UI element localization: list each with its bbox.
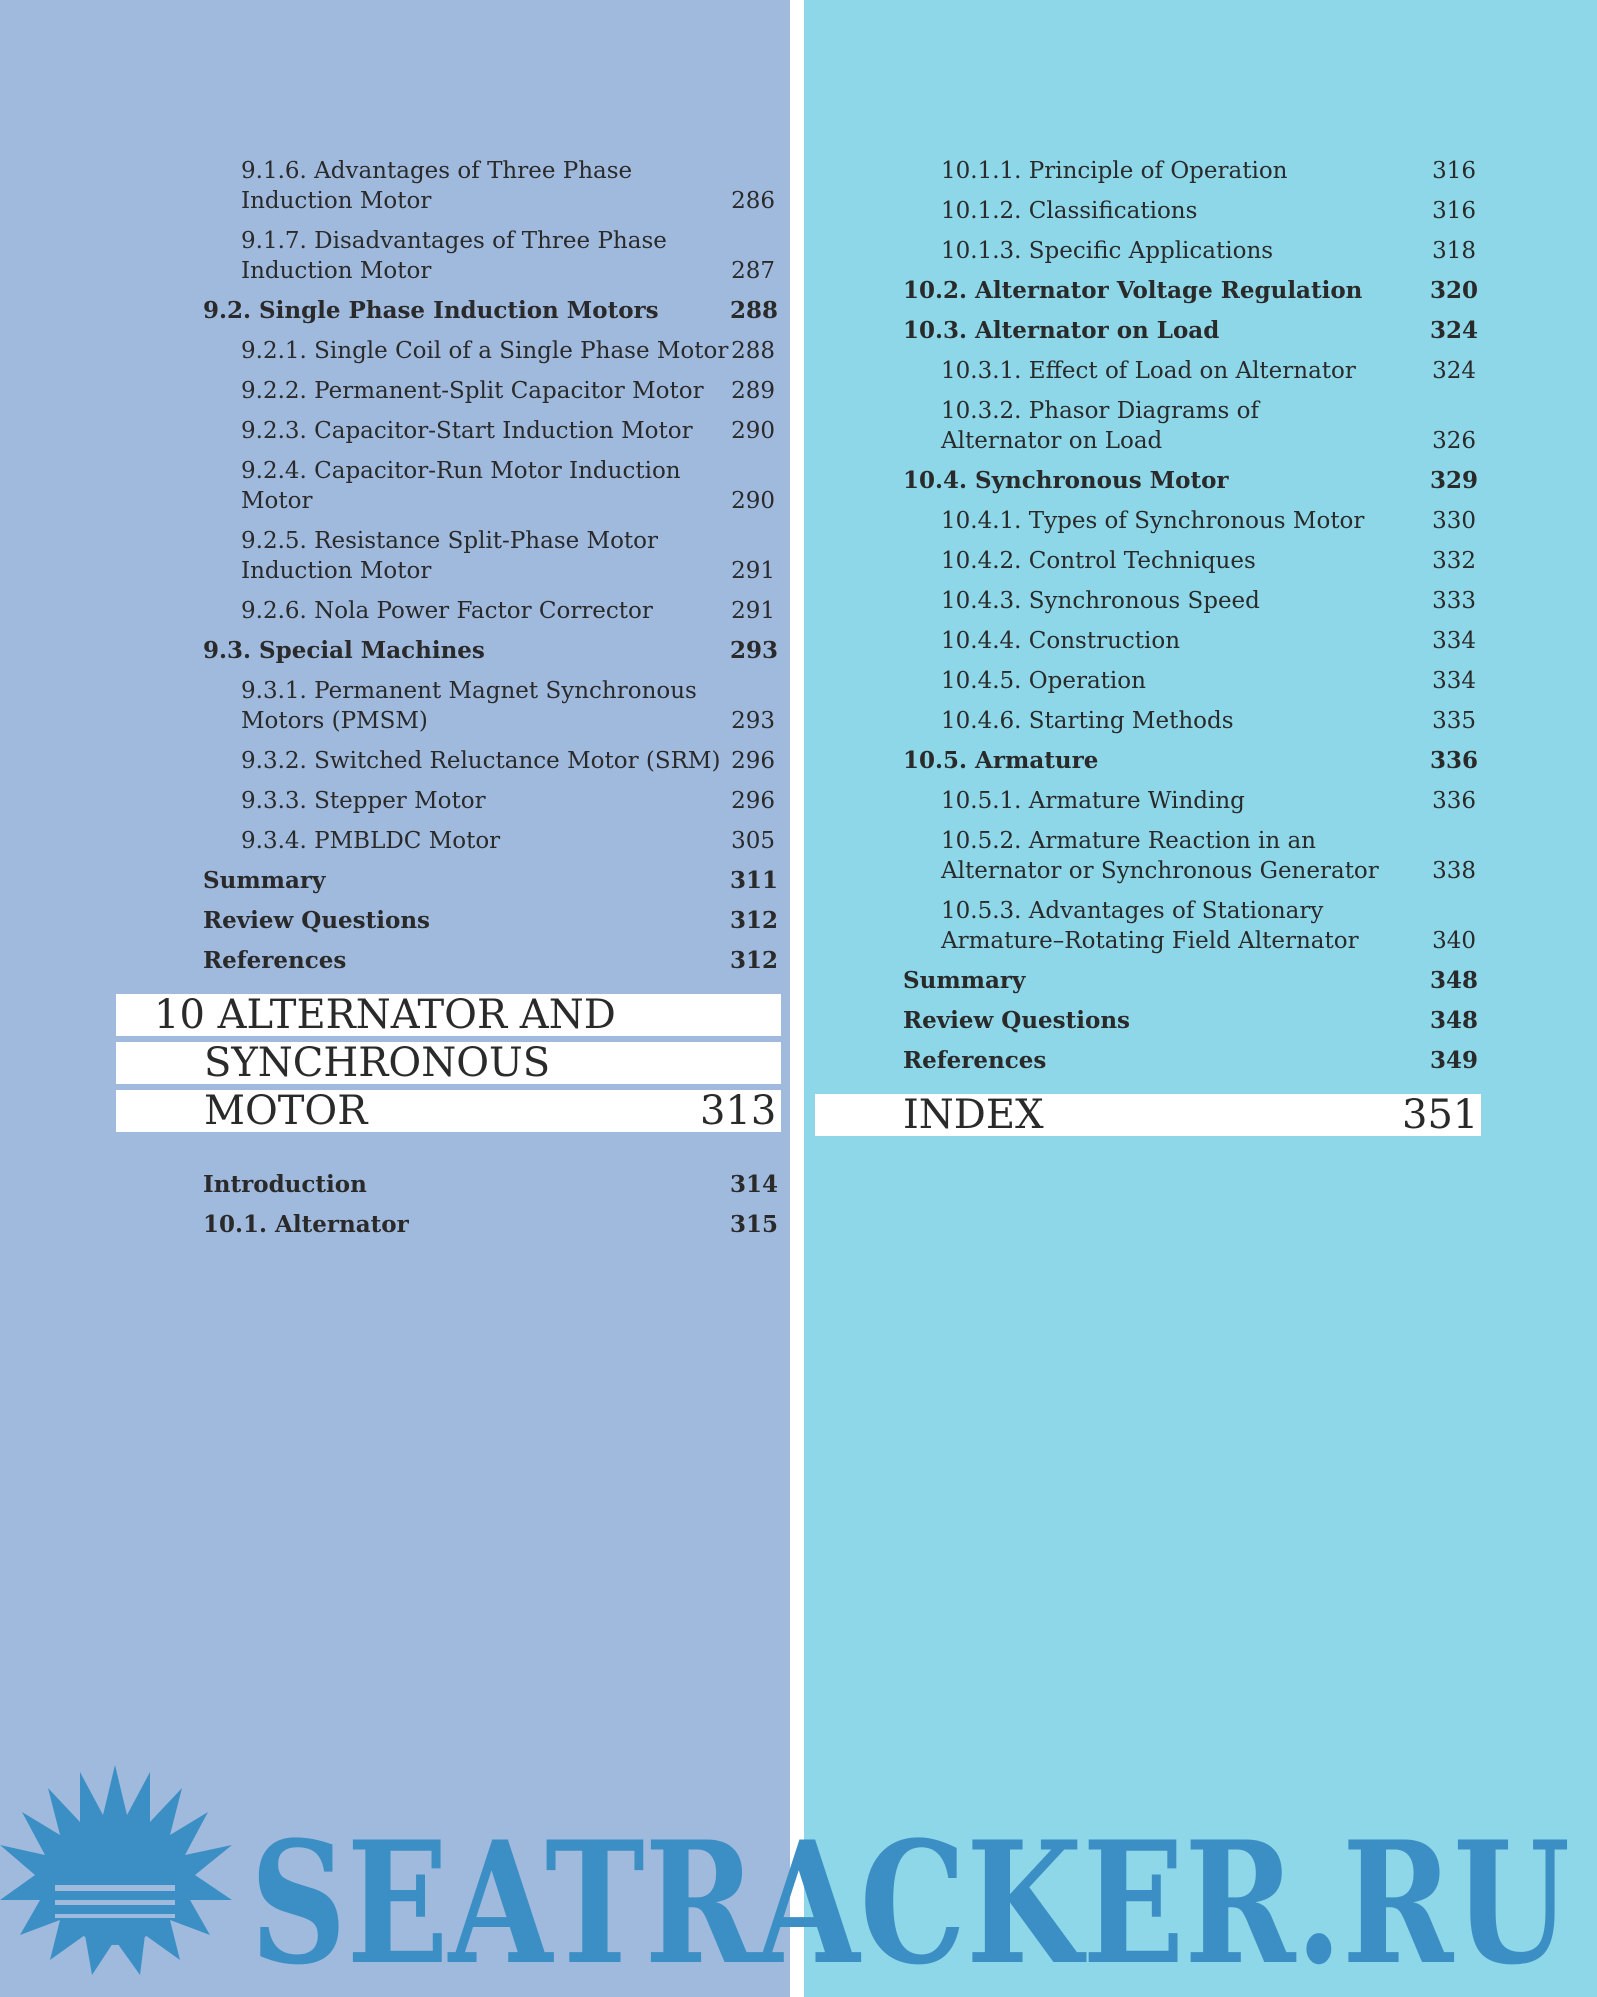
toc-entry[interactable] (241, 156, 775, 216)
entry-title: 10.3.1. Effect of Load on Alternator (941, 358, 1356, 384)
section-page: 348 (1429, 1007, 1478, 1034)
section-title: Summary (903, 967, 1026, 994)
entry-page: 316 (1432, 158, 1476, 184)
toc-entry[interactable] (241, 376, 775, 406)
entry-page: 326 (1432, 428, 1476, 454)
entry-title: 10.1.3. Specific Applications (941, 238, 1274, 264)
entry-page: 334 (1432, 628, 1476, 654)
section-page: 312 (729, 907, 778, 934)
entry-title: 9.2.6. Nola Power Factor Corrector (241, 598, 653, 624)
entry-title: 9.2.5. Resistance Split-Phase Motor (241, 528, 659, 554)
entry-page: 335 (1432, 708, 1476, 734)
entry-page: 293 (731, 708, 775, 734)
watermark-text: SEATRACKER.RU (250, 1804, 1570, 1997)
section-page: 315 (729, 1211, 778, 1238)
toc-entry[interactable] (941, 786, 1476, 816)
entry-title: 9.2.3. Capacitor-Start Induction Motor (241, 418, 693, 444)
toc-entry[interactable] (241, 596, 775, 626)
toc-section[interactable] (203, 866, 778, 896)
entry-page: 316 (1432, 198, 1476, 224)
toc-section[interactable] (203, 906, 778, 936)
entry-title: 9.3.2. Switched Reluctance Motor (SRM) (241, 748, 721, 774)
toc-entry[interactable] (241, 336, 775, 366)
toc-section[interactable] (903, 466, 1478, 496)
section-title: Review Questions (203, 907, 431, 934)
toc-entry[interactable] (941, 506, 1476, 536)
toc-entry[interactable] (241, 786, 775, 816)
entry-title: 10.1.1. Principle of Operation (941, 158, 1288, 184)
entry-title: 9.1.7. Disadvantages of Three Phase (241, 228, 667, 254)
entry-page: 333 (1432, 588, 1476, 614)
entry-page: 296 (731, 788, 775, 814)
entry-title: 9.3.4. PMBLDC Motor (241, 828, 501, 854)
entry-page: 305 (731, 828, 775, 854)
toc-entry[interactable] (241, 526, 775, 586)
entry-page: 318 (1432, 238, 1476, 264)
entry-page: 290 (731, 488, 775, 514)
section-page: 324 (1429, 317, 1478, 344)
entry-title: 10.4.5. Operation (941, 668, 1146, 694)
entry-title: 9.1.6. Advantages of Three Phase (241, 158, 633, 184)
toc-entry[interactable] (241, 416, 775, 446)
entry-title: 10.4.4. Construction (941, 628, 1181, 654)
toc-section[interactable] (203, 636, 778, 666)
sun-logo-icon (0, 1765, 232, 1975)
entry-title: 9.3.1. Permanent Magnet Synchronous (241, 678, 697, 704)
toc-entry[interactable] (241, 746, 775, 776)
entry-page: 324 (1432, 358, 1476, 384)
left-toc (0, 0, 790, 1300)
entry-title: 10.3.2. Phasor Diagrams of (941, 398, 1259, 424)
section-page: 311 (729, 867, 778, 894)
entry-title: 10.4.6. Starting Methods (941, 708, 1234, 734)
section-title: Summary (203, 867, 326, 894)
section-page: 288 (729, 297, 778, 324)
section-page: 320 (1429, 277, 1478, 304)
entry-page: 340 (1432, 928, 1476, 954)
toc-entry[interactable] (241, 826, 775, 856)
entry-page: 330 (1432, 508, 1476, 534)
toc-section[interactable] (903, 316, 1478, 346)
section-title: 10.1. Alternator (203, 1211, 409, 1238)
entry-title-cont: Induction Motor (241, 558, 432, 584)
entry-page: 291 (731, 598, 775, 624)
toc-entry[interactable] (941, 896, 1476, 956)
entry-page: 288 (731, 338, 775, 364)
toc-section[interactable] (203, 1210, 778, 1240)
toc-section[interactable] (903, 1006, 1478, 1036)
chapter-title-line3[interactable]: MOTOR (204, 1088, 368, 1134)
entry-title: 10.5.3. Advantages of Stationary (941, 898, 1324, 924)
entry-page: 287 (731, 258, 775, 284)
toc-entry[interactable] (241, 456, 775, 516)
section-title: Introduction (203, 1171, 367, 1198)
toc-entry[interactable] (941, 546, 1476, 576)
entry-page: 296 (731, 748, 775, 774)
entry-page: 289 (731, 378, 775, 404)
chapter-title-line1[interactable]: 10 ALTERNATOR AND (154, 992, 616, 1038)
entry-page: 286 (731, 188, 775, 214)
toc-section[interactable] (203, 1170, 778, 1200)
section-page: 312 (729, 947, 778, 974)
section-title: 10.2. Alternator Voltage Regulation (903, 277, 1363, 304)
right-toc (804, 0, 1597, 1300)
section-page: 336 (1429, 747, 1478, 774)
toc-entry[interactable] (241, 226, 775, 286)
entry-title: 10.4.2. Control Techniques (941, 548, 1256, 574)
entry-title-cont: Motor (241, 488, 313, 514)
section-title: References (203, 947, 347, 974)
section-page: 329 (1429, 467, 1478, 494)
entry-title-cont: Alternator on Load (941, 428, 1163, 454)
entry-title-cont: Alternator or Synchronous Generator (941, 858, 1379, 884)
entry-page: 334 (1432, 668, 1476, 694)
section-title: 10.3. Alternator on Load (903, 317, 1220, 344)
watermark (0, 1740, 1597, 1997)
entry-title: 9.2.1. Single Coil of a Single Phase Motor (241, 338, 729, 364)
entry-title: 10.5.2. Armature Reaction in an (941, 828, 1316, 854)
entry-title: 9.2.4. Capacitor-Run Motor Induction (241, 458, 681, 484)
index-page: 351 (1402, 1092, 1479, 1138)
entry-title-cont: Induction Motor (241, 258, 432, 284)
section-title: 9.2. Single Phase Induction Motors (203, 297, 659, 324)
toc-entry[interactable] (941, 196, 1476, 226)
section-title: 10.5. Armature (903, 747, 1099, 774)
section-page: 348 (1429, 967, 1478, 994)
toc-entry[interactable] (941, 356, 1476, 386)
entry-title: 9.3.3. Stepper Motor (241, 788, 486, 814)
section-page: 349 (1429, 1047, 1478, 1074)
entry-page: 291 (731, 558, 775, 584)
toc-entry[interactable] (941, 236, 1476, 266)
entry-title-cont: Motors (PMSM) (241, 708, 428, 734)
toc-section[interactable] (903, 1046, 1478, 1076)
entry-title: 10.1.2. Classifications (941, 198, 1198, 224)
entry-page: 336 (1432, 788, 1476, 814)
toc-entry[interactable] (941, 706, 1476, 736)
toc-entry[interactable] (241, 676, 775, 736)
toc-entry[interactable] (941, 666, 1476, 696)
toc-section[interactable] (203, 946, 778, 976)
entry-title-cont: Induction Motor (241, 188, 432, 214)
chapter-page: 313 (700, 1088, 777, 1134)
section-title: 10.4. Synchronous Motor (903, 467, 1229, 494)
entry-title: 9.2.2. Permanent-Split Capacitor Motor (241, 378, 704, 404)
entry-title: 10.4.3. Synchronous Speed (941, 588, 1260, 614)
section-title: 9.3. Special Machines (203, 637, 485, 664)
index-title[interactable]: INDEX (903, 1092, 1044, 1138)
section-title: References (903, 1047, 1047, 1074)
toc-entry[interactable] (941, 156, 1476, 186)
section-page: 314 (729, 1171, 778, 1198)
entry-title: 10.5.1. Armature Winding (941, 788, 1245, 814)
entry-title: 10.4.1. Types of Synchronous Motor (941, 508, 1365, 534)
toc-section[interactable] (203, 296, 778, 326)
toc-entry[interactable] (941, 626, 1476, 656)
chapter-title-line2[interactable]: SYNCHRONOUS (204, 1040, 551, 1086)
toc-section[interactable] (903, 966, 1478, 996)
entry-page: 290 (731, 418, 775, 444)
entry-page: 338 (1432, 858, 1476, 884)
section-title: Review Questions (903, 1007, 1131, 1034)
toc-section[interactable] (903, 746, 1478, 776)
toc-entry[interactable] (941, 826, 1476, 886)
entry-page: 332 (1432, 548, 1476, 574)
entry-title-cont: Armature–Rotating Field Alternator (941, 928, 1359, 954)
toc-entry[interactable] (941, 586, 1476, 616)
toc-entry[interactable] (941, 396, 1476, 456)
toc-section[interactable] (903, 276, 1478, 306)
section-page: 293 (729, 637, 778, 664)
